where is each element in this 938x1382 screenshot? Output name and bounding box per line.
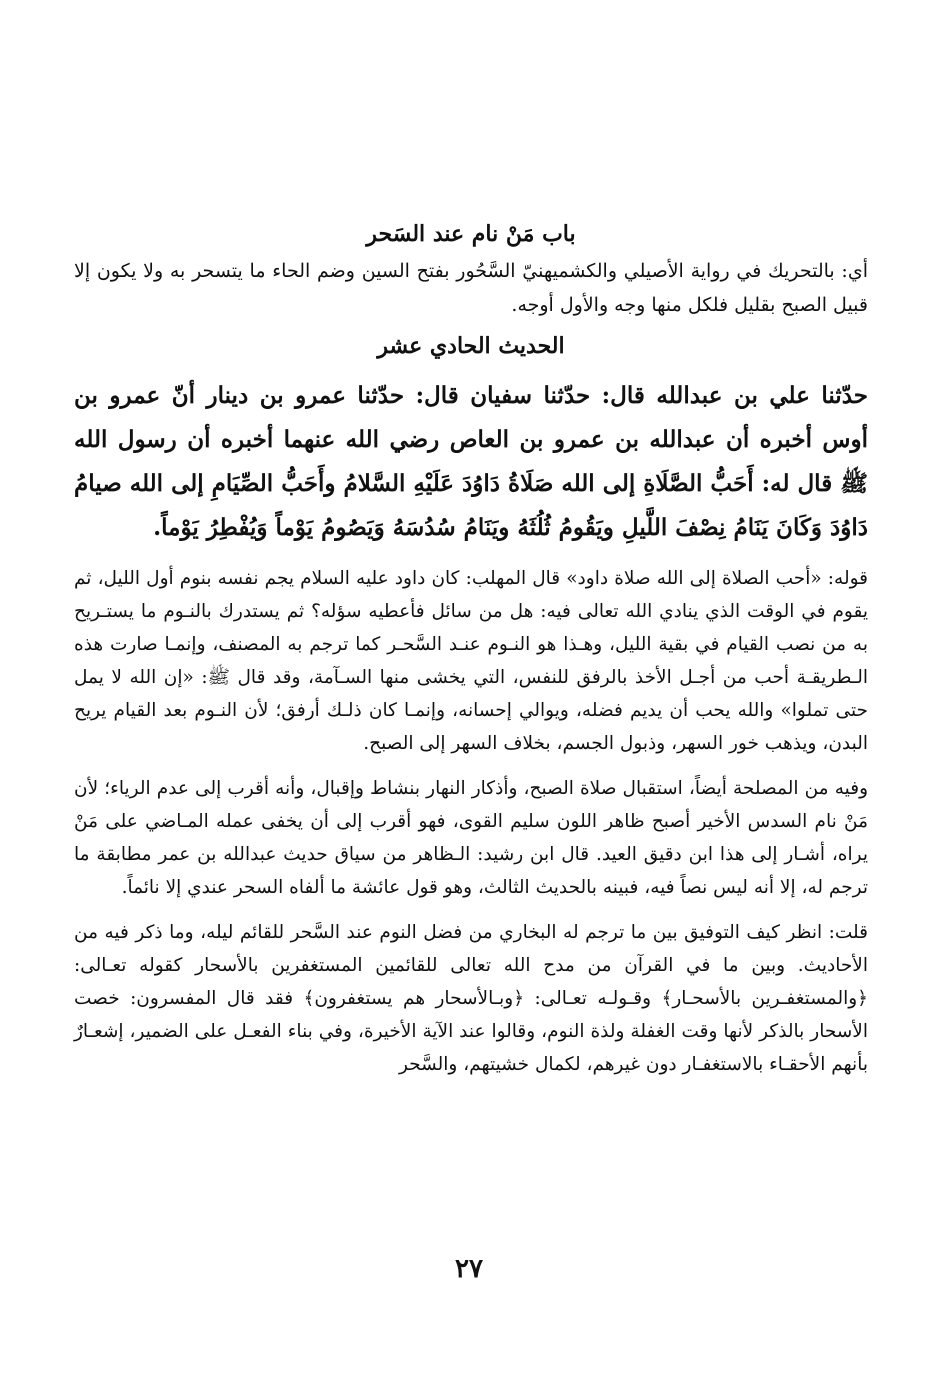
page-number: ٢٧ [455,1254,483,1284]
commentary-paragraph: وفيه من المصلحة أيضاً، استقبال صلاة الصبح، وأذكار النهار بنشاط وإقبال، وأنه أقرب إلى عدم الرياء؛ لأن مَنْ نام السدس الأخير أصبح ظاهر اللون سليم القوى، فهو أقرب إلى أن يخفى عمله المـاضي على مَنْ يراه، أشـار إلى هذا ابن دقيق العيد. قال ابن رشيد: الـظاهر من سياق حديث عبدالله بن عمر مطابقة ما ترجم له، إلا أنه ليس نصاً فيه، فبينه بالحديث الثالث، وهو قول عائشة ما ألفاه السحر عندي إلا نائماً. [74,778,868,898]
hadith-text: حدّثنا علي بن عبدالله قال: حدّثنا سفيان قال: حدّثنا عمرو بن دينار أنّ عمرو بن أوس أخبره أن عبدالله بن عمرو بن العاص رضي الله عنهما أخبره أن رسول الله ﷺ قال له: أَحَبُّ الصَّلَاةِ إلى الله صَلَاةُ دَاوُدَ عَلَيْهِ السَّلامُ وأَحَبُّ الصِّيَامِ إلى الله صيامُ دَاوُدَ وَكَانَ يَنَامُ نِصْفَ اللَّيلِ ويَقُومُ ثُلُثَهُ ويَنَامُ سُدُسَهُ وَيَصُومُ يَوْماً وَيُفْطِرُ يَوْماً. [74,382,868,541]
page-content [74,214,868,1093]
intro-text: أي: بالتحريك في رواية الأصيلي والكشميهنيّ السَّحُور بفتح السين وضم الحاء ما يتسحر به ولا يكون إلا قبيل الصبح بقليل فلكل منها وجه والأول أوجه. [74,260,868,316]
chapter-title: باب مَنْ نام عند السَحر [366,221,576,247]
hadith-title: الحديث الحادي عشر [377,333,565,359]
commentary-paragraph: قوله: «أحب الصلاة إلى الله صلاة داود» قال المهلب: كان داود عليه السلام يجم نفسه بنوم أول الليل، ثم يقوم في الوقت الذي ينادي الله تعالى فيه: هل من سائل فأعطيه سؤله؟ ثم يستدرك بالنـوم ما يستـريح به من نصب القيام في بقية الليل، وهـذا هو النـوم عنـد السَّحـر كما ترجم به المصنف، وإنمـا صارت هذه الـطريقـة أحب من أجـل الأخذ بالرفق للنفس، التي يخشى منها السـآمة، وقد قال ﷺ: «إن الله لا يمل حتى تملوا» والله يحب أن يديم فضله، ويوالي إحسانه، وإنمـا كان ذلـك أرفق؛ لأن النـوم بعد القيام يريح البدن، ويذهب خور السهر، وذبول الجسم، بخلاف السهر إلى الصبح. [74,568,868,754]
commentary-paragraph: قلت: انظر كيف التوفيق بين ما ترجم له البخاري من فضل النوم عند السَّحر للقائم ليله، وما ذكر فيه من الأحاديث. وبين ما في القرآن من مدح الله تعالى للقائمين المستغفرين بالأسحار كقوله تعـالى: ﴿والمستغفـرين بالأسحـار﴾ وقـولـه تعـالى: ﴿وبـالأسحار هم يستغفرون﴾ فقد قال المفسرون: خصت الأسحار بالذكر لأنها وقت الغفلة ولذة النوم، وقالوا عند الآية الأخيرة، وفي بناء الفعـل على الضمير، إشعـارٌ بأنهم الأحقـاء بالاستغفـار دون غيرهم، لكمال خشيتهم، والسَّحر [74,922,868,1075]
